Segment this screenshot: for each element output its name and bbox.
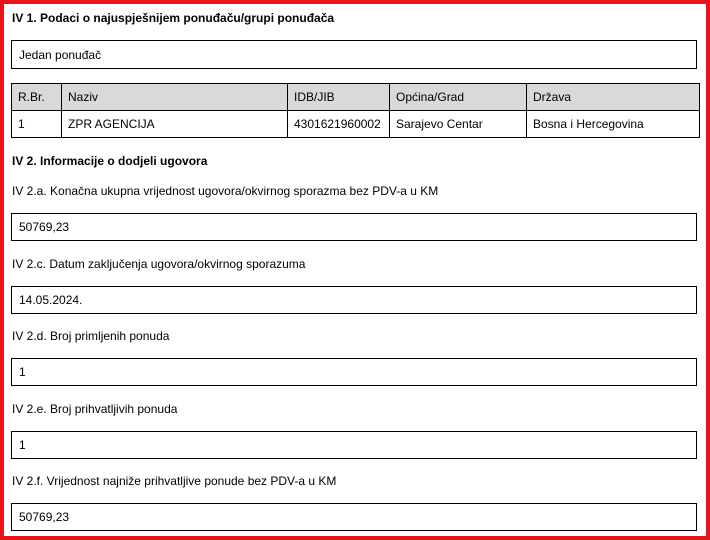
contract-date-value: 14.05.2024. [19, 293, 83, 307]
field-label-contract-date: IV 2.c. Datum zaključenja ugovora/okvirnog sporazuma [12, 257, 306, 271]
cell-naziv: ZPR AGENCIJA [62, 111, 288, 138]
column-header-idb-jib: IDB/JIB [288, 84, 390, 111]
bidder-type-value: Jedan ponuđač [19, 47, 102, 62]
acceptable-offers-value: 1 [19, 438, 26, 452]
field-label-lowest-offer: IV 2.f. Vrijednost najniže prihvatljive ponude bez PDV-a u KM [12, 474, 337, 488]
cell-drzava: Bosna i Hercegovina [527, 111, 700, 138]
table-header-row [12, 84, 700, 111]
column-header-rbr: R.Br. [12, 84, 62, 111]
section-heading-iv2: IV 2. Informacije o dodjeli ugovora [12, 154, 208, 168]
lowest-offer-field [11, 503, 697, 531]
field-label-acceptable-offers: IV 2.e. Broj prihvatljivih ponuda [12, 402, 178, 416]
bidder-type-field [11, 40, 697, 69]
cell-idb-jib: 4301621960002 [288, 111, 390, 138]
contract-date-field [11, 286, 697, 314]
field-label-contract-value: IV 2.a. Konačna ukupna vrijednost ugovora/okvirnog sporazma bez PDV-a u KM [12, 184, 439, 198]
bidders-table [11, 83, 700, 138]
cell-rbr: 1 [12, 111, 62, 138]
offers-received-value: 1 [19, 365, 26, 379]
table-row [12, 111, 700, 138]
column-header-drzava: Država [527, 84, 700, 111]
acceptable-offers-field [11, 431, 697, 459]
section-heading-iv1: IV 1. Podaci o najuspješnijem ponuđaču/grupi ponuđača [12, 11, 335, 25]
cell-opcina-grad: Sarajevo Centar [390, 111, 527, 138]
contract-value: 50769,23 [19, 220, 70, 234]
column-header-naziv: Naziv [62, 84, 288, 111]
lowest-offer-value: 50769,23 [19, 510, 70, 524]
contract-value-field [11, 213, 697, 241]
field-label-offers-received: IV 2.d. Broj primljenih ponuda [12, 329, 170, 343]
offers-received-field [11, 358, 697, 386]
column-header-opcina-grad: Općina/Grad [390, 84, 527, 111]
